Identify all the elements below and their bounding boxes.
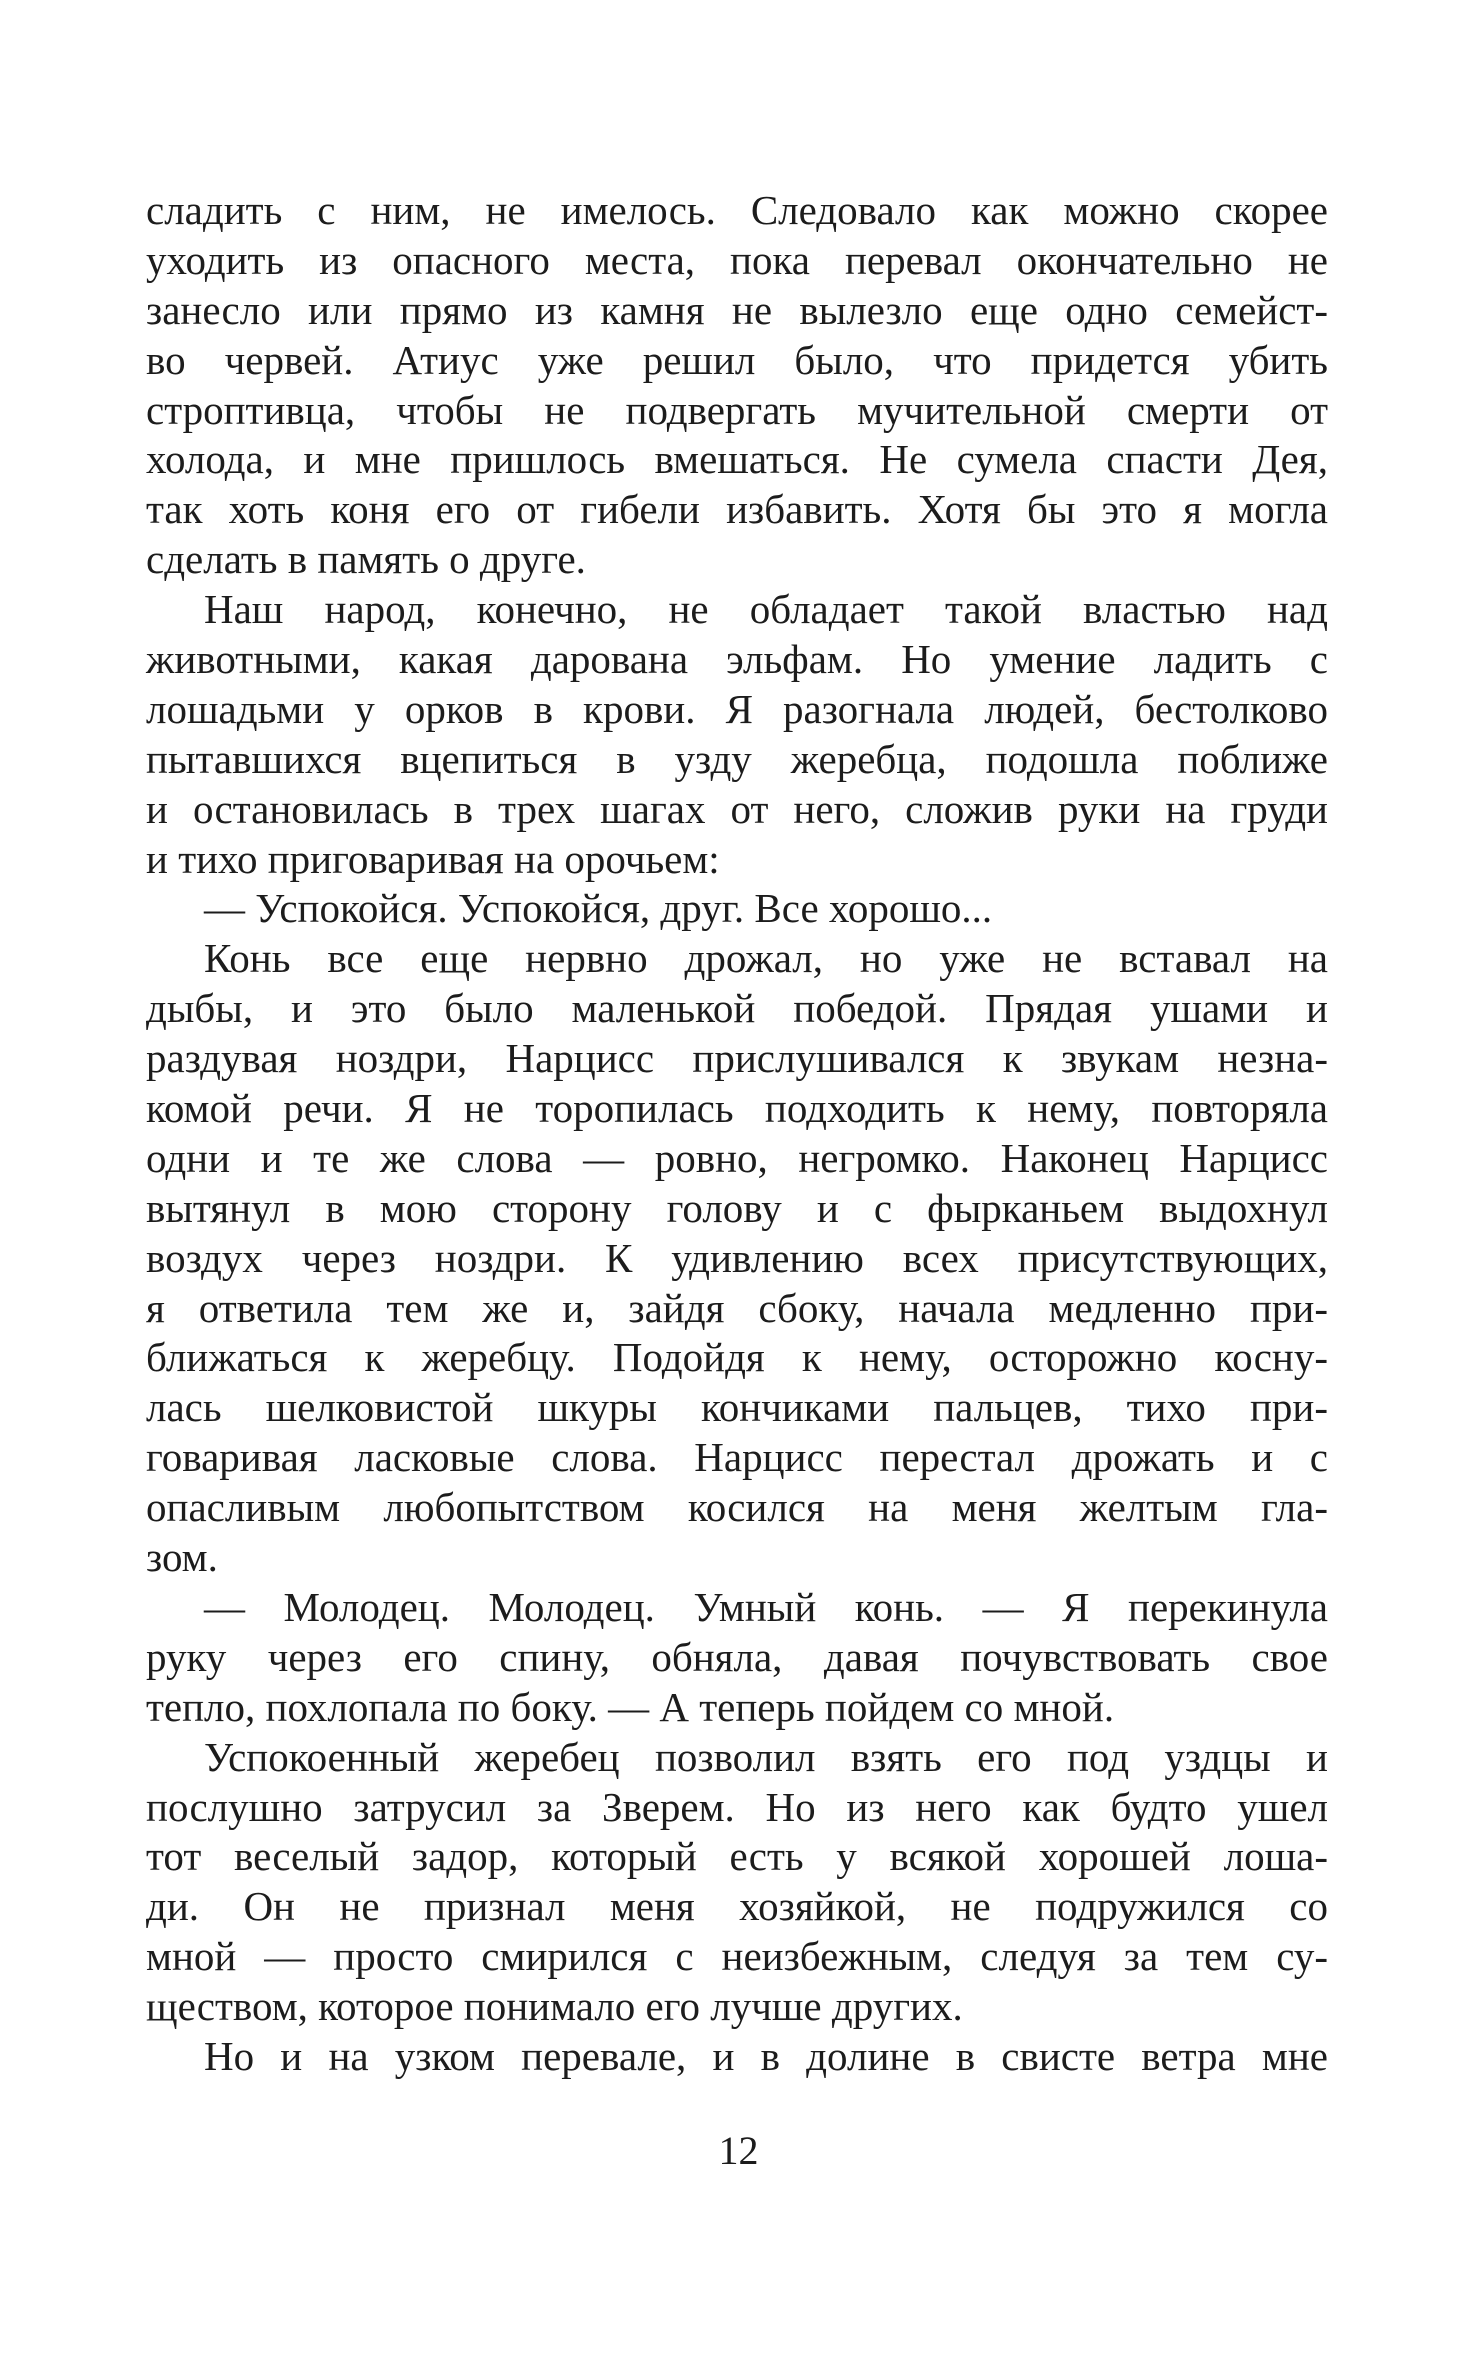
text-line: ближаться к жеребцу. Подойдя к нему, осторожно косну-	[146, 1334, 1328, 1381]
text-line: тепло, похлопала по боку. — А теперь пойдем со мной.	[146, 1683, 1115, 1730]
text-line: раздувая ноздри, Нарцисс прислушивался к звукам незна-	[146, 1035, 1328, 1082]
text-line: ществом, которое понимало его лучше других.	[146, 1983, 963, 2030]
text-line: Но и на узком перевале, и в долине в свисте ветра мне	[204, 2032, 1328, 2079]
text-line: дыбы, и это было маленькой победой. Прядая ушами и	[146, 985, 1328, 1032]
text-line: пытавшихся вцепиться в узду жеребца, подошла поближе	[146, 735, 1328, 782]
text-line: одни и те же слова — ровно, негромко. Наконец Нарцисс	[146, 1134, 1328, 1181]
text-line: во червей. Атиус уже решил было, что придется убить	[146, 336, 1328, 383]
text-line: тот веселый задор, который есть у всякой хорошей лоша-	[146, 1833, 1328, 1880]
text-line: холода, и мне пришлось вмешаться. Не сумела спасти Дея,	[146, 436, 1328, 483]
text-line: — Успокойся. Успокойся, друг. Все хорошо...	[204, 885, 993, 932]
text-line: уходить из опасного места, пока перевал окончательно не	[146, 236, 1328, 283]
body-text	[146, 186, 1328, 2082]
text-line: лась шелковистой шкуры кончиками пальцев, тихо при-	[146, 1384, 1328, 1431]
text-line: Наш народ, конечно, не обладает такой властью над	[204, 586, 1328, 633]
text-line: и остановилась в трех шагах от него, сложив руки на груди	[146, 785, 1328, 832]
page-number: 12	[718, 2128, 759, 2173]
text-line: комой речи. Я не торопилась подходить к нему, повторяла	[146, 1085, 1328, 1132]
text-line: сладить с ним, не имелось. Следовало как можно скорее	[146, 187, 1328, 233]
text-line: вытянул в мою сторону голову и с фырканьем выдохнул	[146, 1184, 1328, 1231]
text-line: так хоть коня его от гибели избавить. Хотя бы это я могла	[146, 486, 1328, 533]
text-line: я ответила тем же и, зайдя сбоку, начала медленно при-	[146, 1284, 1328, 1331]
text-line: ди. Он не признал меня хозяйкой, не подружился со	[146, 1883, 1328, 1930]
text-line: руку через его спину, обняла, давая почувствовать свое	[146, 1633, 1328, 1680]
text-line: лошадьми у орков в крови. Я разогнала людей, бестолково	[146, 685, 1328, 732]
text-line: опасливым любопытством косился на меня желтым гла-	[146, 1484, 1328, 1531]
text-line: мной — просто смирился с неизбежным, следуя за тем су-	[146, 1933, 1328, 1980]
text-line: занесло или прямо из камня не вылезло еще одно семейст-	[146, 286, 1328, 333]
text-line: послушно затрусил за Зверем. Но из него как будто ушел	[146, 1783, 1328, 1830]
text-line: Успокоенный жеребец позволил взять его под уздцы и	[204, 1733, 1328, 1780]
text-line: животными, какая дарована эльфам. Но умение ладить с	[146, 636, 1328, 683]
text-line: — Молодец. Молодец. Умный конь. — Я перекинула	[204, 1583, 1328, 1630]
text-line: сделать в память о друге.	[146, 536, 586, 583]
text-line: строптивца, чтобы не подвергать мучительной смерти от	[146, 386, 1328, 433]
text-line: воздух через ноздри. К удивлению всех присутствующих,	[146, 1234, 1328, 1281]
text-line: и тихо приговаривая на орочьем:	[146, 835, 720, 882]
text-line: Конь все еще нервно дрожал, но уже не вставал на	[204, 935, 1328, 982]
text-line: говаривая ласковые слова. Нарцисс перестал дрожать и с	[146, 1434, 1328, 1481]
text-line: зом.	[146, 1534, 218, 1581]
